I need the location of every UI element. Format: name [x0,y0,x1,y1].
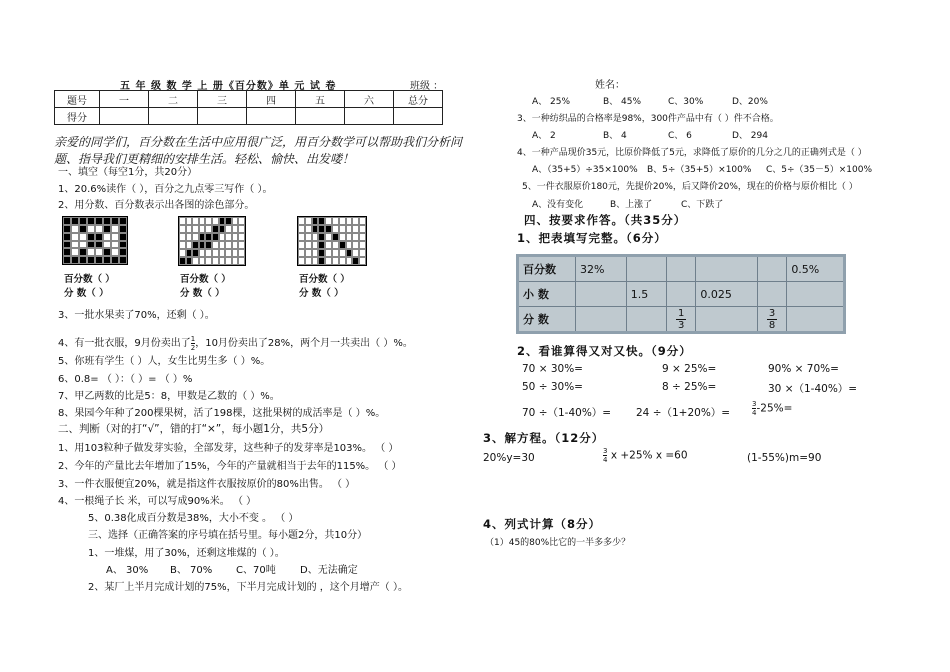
grid-cell [199,225,206,233]
score-table [54,90,443,125]
choice-q3-opt-d: D、 294 [732,131,768,141]
choice-q5-opt-b: B、上涨了 [610,200,653,210]
section1-q4 [58,334,413,352]
grid-cell [298,217,305,225]
grid-cell [186,257,193,265]
grid-cell [111,256,119,264]
grid-cell [186,241,193,249]
grid-cell [192,233,199,241]
grid-cell [199,249,206,257]
score-cell: 六 [345,91,394,108]
grid-cell [312,217,319,225]
grid-cell [205,217,212,225]
grid-cell [332,233,339,241]
grid-cell [95,256,103,264]
grid-cell [312,257,319,265]
conversion-table [516,254,846,334]
choice-q2-opt-c: C、30% [668,97,704,107]
grid-cell [87,256,95,264]
grid-cell [111,217,119,225]
grid1-fraction-label: 分 数（ ） [64,288,109,299]
table-cell[interactable] [667,256,696,282]
grid-cell [119,217,127,225]
grid-cell [339,249,346,257]
table-cell[interactable] [576,282,627,307]
grid-cell [71,248,79,256]
grid-cell [192,249,199,257]
section4-q4-title: 4、列式计算（8分） [483,517,602,531]
grid-cell [87,233,95,241]
choice-q4-opt-b: B、5÷（35+5）×100% [647,165,752,175]
grid-cell [298,225,305,233]
grid-cell [346,217,353,225]
choice-q2-opt-d: D、20% [732,97,768,107]
table-cell[interactable] [576,307,627,333]
grid-cell [205,241,212,249]
grid-cell [352,233,359,241]
grid-cell [63,217,71,225]
grid-cell [312,225,319,233]
grid-cell [219,217,226,225]
score-cell: 得分 [55,108,100,125]
table-cell [667,307,696,333]
grid-cell [219,257,226,265]
table-cell[interactable] [626,307,666,333]
grid-cell [71,217,79,225]
intro-paragraph: 亲爱的同学们，百分数在生活中应用很广泛，用百分数学可以帮助我们分析问题、指导我们更精细的安排生活。轻松、愉快、出发喽！ [54,135,463,166]
grid-cell [119,241,127,249]
grid-cell [79,248,87,256]
table-cell: 0.5% [787,256,845,282]
section1-q7: 7、甲乙两数的比是5：8，甲数是乙数的（ ）%。 [58,391,280,402]
score-table-score-row [55,108,443,125]
equation-2: $\frac{3}{4}$ x +25% x =60 [603,447,688,464]
grid-cell [219,249,226,257]
grid-cell [339,233,346,241]
fraction-three-eighths: $\frac{3}{8}$ [768,307,776,331]
q4-fraction: $\frac{1}{2}$ [190,334,196,352]
score-cell: 题号 [55,91,100,108]
grid-cell [346,257,353,265]
judge-item-5: 5、0.38化成百分数是38%，大小不变 。 （ ） [88,513,299,524]
grid-cell [359,217,366,225]
choice-q1-opt-b: B、 70% [170,565,213,576]
section3-title: 三、选择（正确答案的序号填在括号里。每小题2分，共10分） [88,530,368,541]
grid-cell [359,225,366,233]
section1-q6: 6、0.8= （ ）：（ ）= （ ）% [58,374,193,385]
grid-cell [346,249,353,257]
grid-cell [339,241,346,249]
grid-cell [179,225,186,233]
score-input-cell[interactable] [198,108,247,125]
grid-cell [179,233,186,241]
grid-cell [332,249,339,257]
score-table-header-row [55,91,443,108]
grid-cell [332,257,339,265]
grid-cell [238,225,245,233]
choice-q4-opt-c: C、5÷（35－5）×100% [766,165,873,175]
grid-cell [205,249,212,257]
grid-cell [119,248,127,256]
choice-q1-opt-a: A、 30% [106,565,149,576]
grid-cell [352,257,359,265]
grid-cell [179,217,186,225]
grid-cell [199,233,206,241]
grid-cell [71,241,79,249]
grid-cell [192,225,199,233]
grid-cell [225,225,232,233]
grid-cell [179,257,186,265]
shaded-grid-3 [297,216,367,266]
grid-cell [219,225,226,233]
choice-q2-opt-a: A、 25% [532,97,571,107]
grid-cell [79,256,87,264]
grid-cell [63,233,71,241]
grid-cell [318,257,325,265]
grid1-percent-label: 百分数（ ） [64,274,115,285]
grid-cell [305,249,312,257]
table-cell[interactable] [787,282,845,307]
grid-cell [332,241,339,249]
grid-cell [305,233,312,241]
grid-cell [298,241,305,249]
grid-cell [238,241,245,249]
grid-cell [325,257,332,265]
conversion-row-decimal [518,282,845,307]
grid-cell [87,248,95,256]
grid-cell [238,233,245,241]
shaded-grid-2 [178,216,246,266]
grid-cell [71,225,79,233]
grid-cell [232,257,239,265]
choice-q4-opt-a: A、（35+5）÷35×100% [532,165,638,175]
judge-item-3: 3、一件衣服便宜20%，就是指这件衣服按原价的80%出售。 （ ） [58,479,356,490]
section2-title: 二、判断（对的打“√”，错的打“×”，每小题1分，共5分） [58,423,330,435]
grid-cell [219,241,226,249]
score-cell: 一 [100,91,149,108]
choice-q2: 2、某厂上半月完成计划的75%，下半月完成计划的 ，这个月增产（ ）。 [88,582,408,593]
grid-cell [225,217,232,225]
score-input-cell[interactable] [394,108,443,125]
choice-q5: 5、一件衣服原价180元，先提价20%，后又降价20%，现在的价格与原价相比（ ） [522,182,858,192]
grid-cell [111,233,119,241]
grid-cell [212,217,219,225]
grid-cell [186,217,193,225]
grid-cell [79,225,87,233]
grid-cell [325,217,332,225]
choice-q2-opt-b: B、 45% [603,97,642,107]
judge-item-1: 1、用103粒种子做发芽实验，全部发芽，这些种子的发芽率是103%。 （ ） [58,443,399,454]
grid-cell [199,257,206,265]
table-cell[interactable] [626,256,666,282]
row-label: 分 数 [518,307,576,333]
grid-cell [95,233,103,241]
choice-q1-opt-c: C、70吨 [236,565,276,576]
grid-cell [199,241,206,249]
score-cell: 总分 [394,91,443,108]
grid-cell [103,248,111,256]
grid-cell [359,257,366,265]
grid-cell [232,233,239,241]
three-quarters-fraction: $\frac{3}{4}$ [603,447,608,464]
grid-cell [179,249,186,257]
score-input-cell[interactable] [149,108,198,125]
fraction-one-third: $\frac{1}{3}$ [678,307,685,331]
grid-cell [305,241,312,249]
judge-item-4: 4、一根绳子长 米，可以写成90%米。 （ ） [58,496,257,507]
grid-cell [232,241,239,249]
grid-cell [352,217,359,225]
grid-cell [305,257,312,265]
conversion-row-fraction [518,307,845,333]
grid-cell [95,248,103,256]
grid-cell [352,249,359,257]
grid-cell [359,233,366,241]
table-cell: 1.5 [626,282,666,307]
grid-cell [339,217,346,225]
grid-cell [352,241,359,249]
calc-item: 24 ÷（1+20%）= [636,407,731,419]
choice-q1: 1、一堆煤，用了30%，还剩这堆煤的（ ）。 [88,548,285,559]
score-input-cell[interactable] [345,108,394,125]
table-cell[interactable] [696,256,757,282]
table-cell[interactable] [667,282,696,307]
grid-cell [318,225,325,233]
grid3-fraction-label: 分 数（ ） [299,288,344,299]
grid-cell [111,241,119,249]
grid-cell [325,241,332,249]
grid-cell [212,233,219,241]
calc-item-fraction: $\frac{3}{4}$ -25%= [752,400,793,417]
grid-cell [103,241,111,249]
grid-cell [79,217,87,225]
grid-cell [298,233,305,241]
grid-cell [325,225,332,233]
grid-cell [192,241,199,249]
grid-cell [325,233,332,241]
grid-cell [232,249,239,257]
score-input-cell[interactable] [296,108,345,125]
choice-q3-opt-a: A、 2 [532,131,556,141]
choice-q1-opt-d: D、无法确定 [300,565,358,576]
grid-cell [332,217,339,225]
section1-title: 一、填空（每空1分，共20分） [58,167,198,178]
grid-cell [192,257,199,265]
grid-cell [71,233,79,241]
choice-q3-opt-b: B、 4 [603,131,627,141]
grid-cell [352,225,359,233]
section4-q2-title: 2、看谁算得又对又快。（9分） [517,344,692,358]
page-title: 五 年 级 数 学 上 册《百分数》单 元 试 卷 [120,81,337,92]
grid-cell [87,217,95,225]
grid-cell [318,241,325,249]
grid-cell [346,241,353,249]
grid-cell [212,241,219,249]
conversion-row-percent [518,256,845,282]
calc-item: 8 ÷ 25%= [662,381,717,393]
grid-cell [179,241,186,249]
grid-cell [95,217,103,225]
score-cell: 三 [198,91,247,108]
row-label: 百分数 [518,256,576,282]
grid2-fraction-label: 分 数（ ） [180,288,225,299]
grid-cell [298,249,305,257]
grid-cell [199,217,206,225]
table-cell[interactable] [696,307,757,333]
grid-cell [63,248,71,256]
grid-cell [312,241,319,249]
grid-cell [318,233,325,241]
grid-cell [119,233,127,241]
grid-cell [219,233,226,241]
section4-title: 四、按要求作答。（共35分） [524,213,687,227]
judge-item-2: 2、今年的产量比去年增加了15%，今年的产量就相当于去年的115%。 （ ） [58,461,402,472]
calc-item: 9 × 25%= [662,363,717,375]
calc-item: 90% × 70%= [768,363,839,375]
class-field-label: 班级 ： [410,81,444,92]
grid3-percent-label: 百分数（ ） [299,274,350,285]
score-cell: 四 [247,91,296,108]
table-cell: 32% [576,256,627,282]
grid-cell [119,256,127,264]
grid-cell [192,217,199,225]
grid-cell [232,225,239,233]
grid-cell [312,233,319,241]
grid-cell [346,233,353,241]
equation-1: 20%y=30 [483,452,535,464]
grid2-percent-label: 百分数（ ） [180,274,231,285]
grid-cell [79,241,87,249]
score-cell: 五 [296,91,345,108]
q4-rest: ，10月份卖出了28%，两个月一共卖出（ ）%。 [195,338,413,349]
table-cell[interactable] [787,307,845,333]
section1-q5: 5、你班有学生（ ）人，女生比男生多（ ）%。 [58,356,271,367]
grid-cell [318,217,325,225]
grid-cell [79,233,87,241]
grid-cell [71,256,79,264]
three-quarters-fraction: $\frac{3}{4}$ [752,400,757,417]
grid-cell [225,241,232,249]
score-input-cell[interactable] [100,108,149,125]
grid-cell [359,241,366,249]
calc-item: 70 ÷（1-40%）= [522,407,612,419]
grid-cell [325,249,332,257]
grid-cell [225,233,232,241]
grid-cell [238,249,245,257]
grid-cell [63,225,71,233]
grid-cell [238,257,245,265]
score-cell: 二 [149,91,198,108]
grid-cell [212,225,219,233]
grid-cell [205,257,212,265]
q4-text: 4、有一批衣服，9月份卖出了 [58,338,191,349]
calc-item: 50 ÷ 30%= [522,381,583,393]
grid-cell [305,217,312,225]
section1-q3: 3、一批水果卖了70%，还剩（ ）。 [58,310,215,321]
grid-cell [95,225,103,233]
shaded-grid-1 [62,216,128,265]
grid-cell [232,217,239,225]
section4-q4-1: （1）45的80%比它的一半多多少？ [485,538,631,548]
grid-cell [119,225,127,233]
grid-cell [205,233,212,241]
grid-cell [225,257,232,265]
choice-q5-opt-a: A、没有变化 [532,200,584,210]
section1-q2: 2、用分数、百分数表示出各图的涂色部分。 [58,200,255,211]
grid-cell [87,225,95,233]
grid-cell [359,249,366,257]
equation-3: (1-55%)m=90 [747,452,822,464]
section1-q1: 1、20.6%读作（ ），百分之九点零三写作（ ）。 [58,184,273,195]
grid-cell [205,225,212,233]
calc-item: 30 ×（1-40%）= [768,383,858,395]
grid-cell [339,225,346,233]
grid-cell [212,257,219,265]
table-cell[interactable] [757,256,786,282]
table-cell[interactable] [757,282,786,307]
grid-cell [238,217,245,225]
grid-cell [95,241,103,249]
grid-cell [305,225,312,233]
score-input-cell[interactable] [247,108,296,125]
choice-q4: 4、一种产品现价35元，比原价降低了5元，求降低了原价的几分之几的正确列式是（ ） [517,148,867,158]
grid-cell [103,233,111,241]
grid-cell [103,256,111,264]
grid-cell [318,249,325,257]
grid-cell [87,241,95,249]
grid-cell [332,225,339,233]
grid-cell [186,233,193,241]
grid-cell [186,225,193,233]
grid-cell [103,217,111,225]
grid-cell [111,225,119,233]
section4-q3-title: 3、解方程。（12分） [483,431,605,445]
grid-cell [346,225,353,233]
calc-item: 70 × 30%= [522,363,583,375]
grid-cell [312,249,319,257]
grid-cell [212,249,219,257]
table-cell [757,307,786,333]
grid-cell [225,249,232,257]
grid-cell [298,257,305,265]
name-field-label: 姓名： [595,80,625,91]
grid-cell [339,257,346,265]
row-label: 小 数 [518,282,576,307]
grid-cell [186,249,193,257]
grid-cell [111,248,119,256]
choice-q5-opt-c: C、下跌了 [681,200,724,210]
grid-cell [63,256,71,264]
choice-q3: 3、一种纺织品的合格率是98%，300件产品中有（ ）件不合格。 [517,114,779,124]
section4-q1-title: 1、把表填写完整。（6分） [517,231,667,245]
grid-cell [63,241,71,249]
choice-q3-opt-c: C、 6 [668,131,692,141]
section1-q8: 8、果园今年种了200棵果树，活了198棵，这批果树的成活率是（ ）%。 [58,408,386,419]
table-cell: 0.025 [696,282,757,307]
grid-cell [103,225,111,233]
